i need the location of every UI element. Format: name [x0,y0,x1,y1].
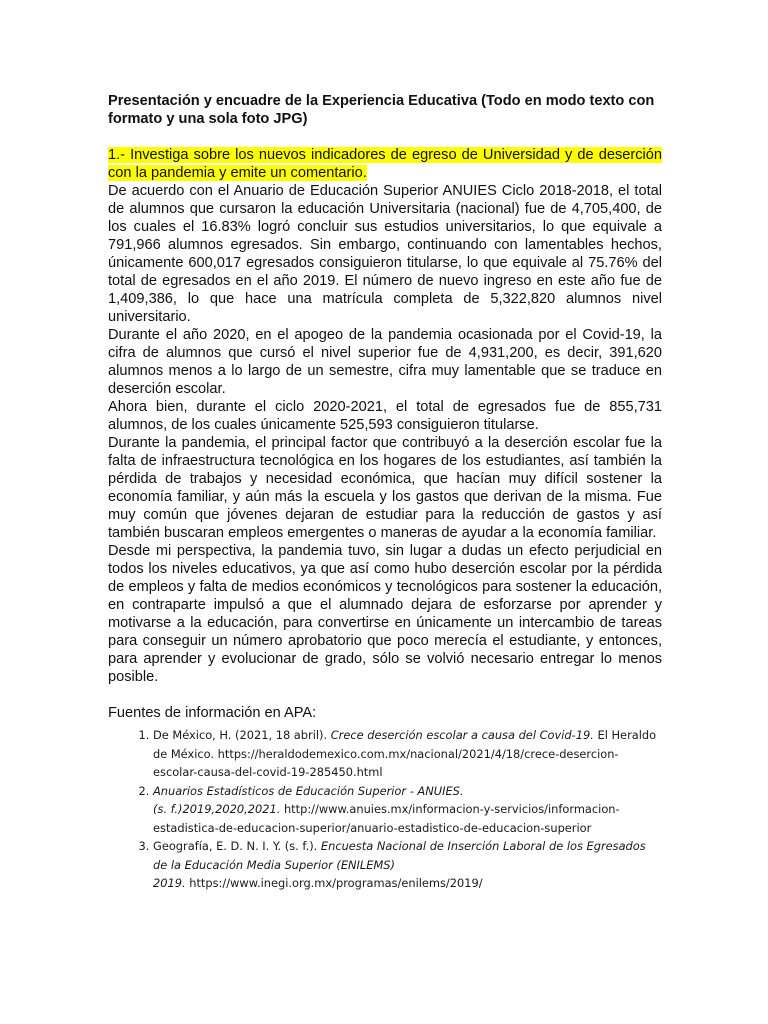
question-highlight: 1.- Investiga sobre los nuevos indicadores de egreso de Universidad y de deserción con la pandemia y emite un comentario. [108,147,662,181]
reference-1-title: Crece deserción escolar a causa del Covid-19. [330,728,594,742]
paragraph-1: De acuerdo con el Anuario de Educación Superior ANUIES Ciclo 2018-2018, el total de alumnos que cursaron la educación Universitaria (nacional) fue de 4,705,400, de los cuales el 16.83% logró concluir sus estudios universitarios, lo que equivale a 791,966 alumnos egresados. Sin embargo, continuando con lamentables hechos, únicamente 600,017 egresados consiguieron titularse, lo que equivale al 75.76% del total de egresados en el año 2019. El número de nuevo ingreso en este año fue de 1,409,386, lo que hace una matrícula completa de 5,322,820 alumnos nivel universitario. [108,183,662,325]
reference-2-source: http://www.anuies.mx/informacion-y-servicios/informacion-estadistica-de-educacion-superior/anuario-estadistico-de-educacion-superior [153,802,620,835]
reference-1-author: De México, H. (2021, 18 abril). [153,728,331,742]
document-page [108,92,662,893]
references-list [108,726,662,893]
reference-3-source: https://www.inegi.org.mx/programas/enilems/2019/ [185,876,483,890]
question-text [108,146,662,182]
sources-heading: Fuentes de información en APA: [108,705,317,721]
paragraph-2: Durante el año 2020, en el apogeo de la pandemia ocasionada por el Covid-19, la cifra de alumnos que cursó el nivel superior fue de 4,931,200, es decir, 391,620 alumnos menos a lo largo de un semestre, cifra muy lamentable que se traduce en deserción escolar. [108,327,662,397]
reference-3-title: Encuesta Nacional de Inserción Laboral de los Egresados de la Educación Media Superior (ENILEMS) [153,839,646,872]
reference-item-3 [153,837,662,893]
document-title: Presentación y encuadre de la Experiencia Educativa (Todo en modo texto con formato y una sola foto JPG) [108,93,655,127]
paragraph-3: Ahora bien, durante el ciclo 2020-2021, el total de egresados fue de 855,731 alumnos, de los cuales únicamente 525,593 consiguieron titularse. [108,399,662,433]
paragraph-4: Durante la pandemia, el principal factor que contribuyó a la deserción escolar fue la falta de infraestructura tecnológica en los hogares de los estudiantes, así también la pérdida de trabajos y necesidad económica, que hacían muy difícil sostener la economía familiar, y aún más la escuela y los gastos que derivan de la misma. Fue muy común que jóvenes dejaran de estudiar para la reducción de gastos y así también buscaran empleos emergentes o maneras de ayudar a la economía familiar. [108,435,662,541]
reference-item-1 [153,726,662,782]
reference-3-year: 2019. [153,876,186,890]
reference-3-author: Geografía, E. D. N. I. Y. (s. f.). [153,839,321,853]
reference-2-title: 2. Anuarios Estadísticos de Educación Superior - ANUIES. [153,783,464,798]
reference-1-source: El Heraldo de México. https://heraldodemexico.com.mx/nacional/2021/4/18/crece-desercion-escolar-causa-del-covid-19-285450.html [153,728,657,779]
reference-2-date: (s. f.)2019,2020,2021. [153,802,281,816]
paragraph-5: Desde mi perspectiva, la pandemia tuvo, sin lugar a dudas un efecto perjudicial en todos los niveles educativos, ya que así como hubo deserción escolar por la pérdida de empleos y falta de medios económicos y tecnológicos para sostener la educación, en contraparte impulsó a que el alumnado dejara de esforzarse por aprender y motivarse a la educación, para convertirse en únicamente un intercambio de tareas para conseguir un número aprobatorio que poco merecía el estudiante, y entonces, para aprender y evolucionar de grado, sólo se volvió necesario entregar lo menos posible. [108,543,662,685]
reference-item-2 [153,782,662,838]
